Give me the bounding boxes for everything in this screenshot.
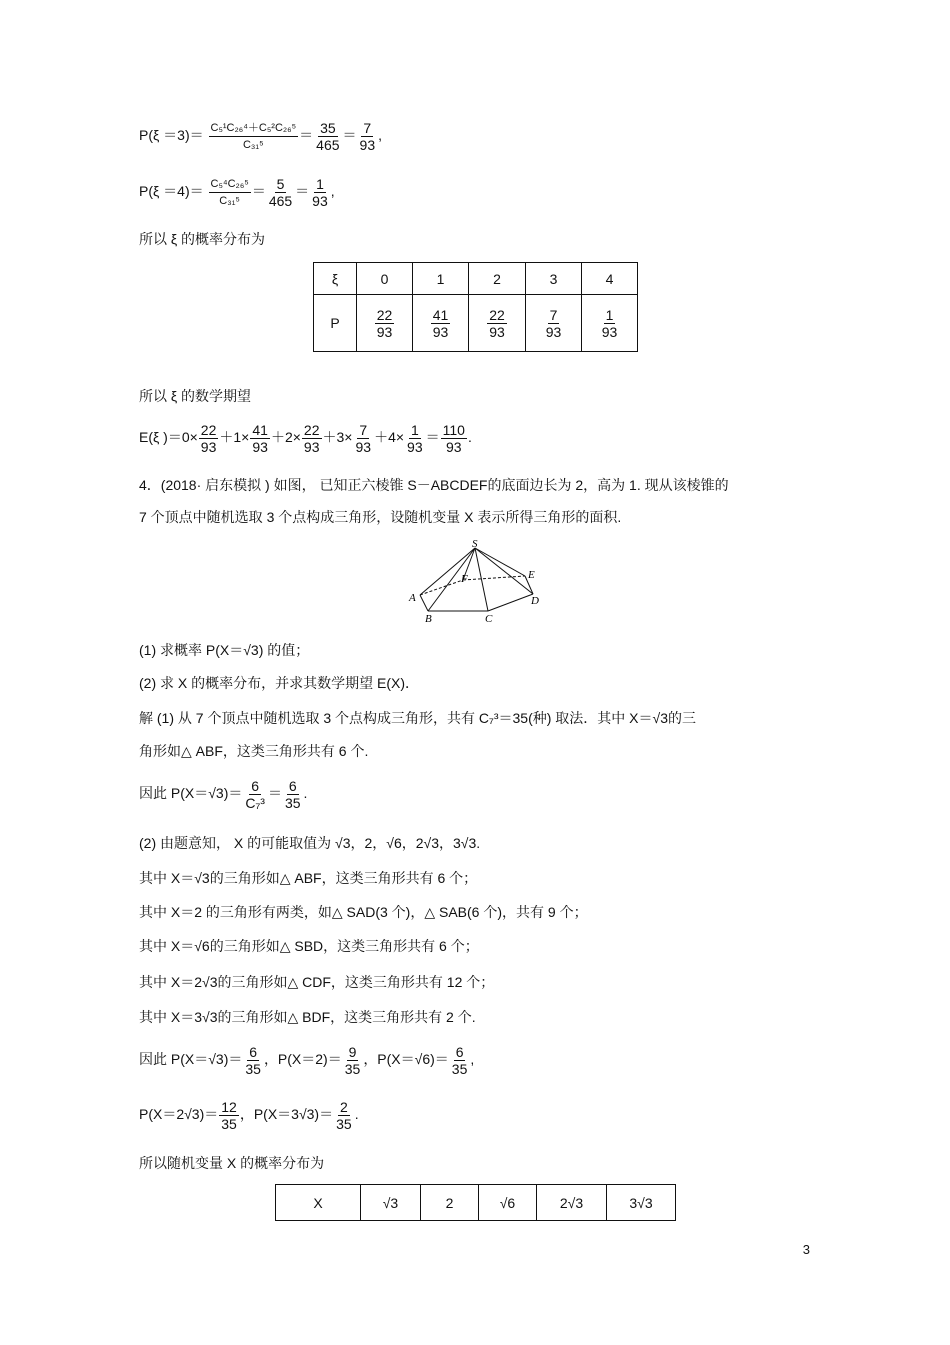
table-cell: $\frac{22}{93}$ (469, 295, 526, 352)
p3-frac1: $\frac{\text{C₅¹C₂₆⁴＋C₅²C₂₆⁵}}{\text{C₃₁⁵}}$ (210, 122, 297, 151)
table-cell: $\frac{7}{93}$ (526, 295, 582, 352)
table-cell: $\frac{41}{93}$ (413, 295, 469, 352)
figure-label: C (485, 613, 493, 625)
question4-line1: 4．(2018· 启东模拟 ) 如图， 已知正六棱锥 S－ABCDEF的底面边长为 2，高为 1. 现从该棱锥的 (139, 477, 729, 493)
question4-line2: 7 个顶点中随机选取 3 个点构成三角形，设随机变量 X 表示所得三角形的面积. (139, 509, 622, 525)
subquestion-1: (1) 求概率 P(X＝√3) 的值； (139, 642, 310, 658)
table-cell: 2 (469, 263, 526, 295)
table-cell: 3 (526, 263, 582, 295)
p4-frac3: $\frac{1}{93}$ (312, 176, 328, 209)
table-header-row (276, 1185, 676, 1221)
result-line2: P(X＝2√3)＝ $\frac{12}{35}$ ，P(X＝3√3)＝ $\frac{2}{35}$ . (139, 1099, 359, 1132)
table-cell: 2 (421, 1185, 479, 1221)
case-1: 其中 X＝√3的三角形如△ ABF，这类三角形共有 6 个； (139, 870, 478, 886)
case-5: 其中 X＝3√3的三角形如△ BDF，这类三角形共有 2 个. (139, 1009, 476, 1025)
p3-equation: P(ξ ＝3)＝ $\frac{\text{C₅¹C₂₆⁴＋C₅²C₂₆⁵}}{\text{C₃₁⁵}}$ ＝ $\frac{35}{465}$ ＝ $\frac{7}{93}$ , (139, 120, 382, 153)
case-2: 其中 X＝2 的三角形有两类，如△ SAD(3 个)，△ SAB(6 个)，共有 9 个； (139, 904, 588, 920)
hexagonal-pyramid-figure (400, 538, 550, 626)
table-cell: 3√3 (607, 1185, 676, 1221)
p3-lhs: P(ξ ＝3)＝ (139, 127, 204, 144)
table-row (314, 295, 638, 352)
xi-distribution-table (313, 262, 638, 352)
subquestion-2: (2) 求 X 的概率分布，并求其数学期望 E(X)． (139, 675, 420, 691)
figure-label: F (461, 573, 468, 585)
figure-label: D (531, 595, 539, 607)
table-header-row (314, 263, 638, 295)
p3-frac2: $\frac{35}{465}$ (316, 120, 340, 153)
x-dist-intro: 所以随机变量 X 的概率分布为 (139, 1155, 325, 1171)
table-cell: 2√3 (537, 1185, 607, 1221)
table-cell: X (276, 1185, 361, 1221)
result-line1: 因此 P(X＝√3)＝ $\frac{6}{35}$ ，P(X＝2)＝ $\frac{9}{35}$ ，P(X＝√6)＝ $\frac{6}{35}$ , (139, 1044, 475, 1077)
exp-intro: 所以 ξ 的数学期望 (139, 388, 252, 404)
figure-label: E (528, 569, 535, 581)
expectation-equation: E(ξ )＝0× $\frac{22}{93}$ ＋1× $\frac{41}{93}$ ＋2× $\frac{22}{93}$ ＋3× $\frac{7}{93}$ ＋4× $\frac{1}{93}$ ＝ $\frac{110}{93}$ . (139, 422, 472, 455)
p4-frac2: $\frac{5}{465}$ (268, 176, 293, 209)
dist-intro: 所以 ξ 的概率分布为 (139, 231, 266, 247)
case-3: 其中 X＝√6的三角形如△ SBD，这类三角形共有 6 个； (139, 938, 479, 954)
page-number: 3 (802, 1242, 810, 1257)
figure-label: A (409, 592, 416, 604)
table-cell: $\frac{1}{93}$ (582, 295, 638, 352)
x-distribution-table (275, 1184, 676, 1221)
p4-lhs: P(ξ ＝4)＝ (139, 183, 204, 200)
table-cell: P (314, 295, 357, 352)
case-4: 其中 X＝2√3的三角形如△ CDF，这类三角形共有 12 个； (139, 974, 495, 990)
figure-label: B (425, 613, 432, 625)
p3-frac3: $\frac{7}{93}$ (359, 120, 376, 153)
table-cell: 0 (357, 263, 413, 295)
p4-frac1: $\frac{\text{C₅⁴C₂₆⁵}}{\text{C₃₁⁵}}$ (210, 178, 249, 207)
solution-line3: 因此 P(X＝√3)＝ $\frac{6}{\text{C₇³}}$ ＝ $\frac{6}{35}$ . (139, 778, 308, 811)
table-cell: ξ (314, 263, 357, 295)
p4-equation: P(ξ ＝4)＝ $\frac{\text{C₅⁴C₂₆⁵}}{\text{C₃₁⁵}}$ ＝ $\frac{5}{465}$ ＝ $\frac{1}{93}$ , (139, 176, 335, 209)
solution-line2: 角形如△ ABF，这类三角形共有 6 个. (139, 743, 369, 759)
table-cell: √3 (361, 1185, 421, 1221)
table-cell: √6 (479, 1185, 537, 1221)
figure-label: S (472, 538, 478, 550)
table-cell: $\frac{22}{93}$ (357, 295, 413, 352)
table-cell: 4 (582, 263, 638, 295)
table-cell: 1 (413, 263, 469, 295)
part2-intro: (2) 由题意知， X 的可能取值为 √3，2，√6，2√3，3√3. (139, 835, 481, 851)
solution-line1: 解 (1) 从 7 个顶点中随机选取 3 个点构成三角形，共有 C₇³＝35(种) 取法．其中 X＝√3的三 (139, 710, 696, 726)
